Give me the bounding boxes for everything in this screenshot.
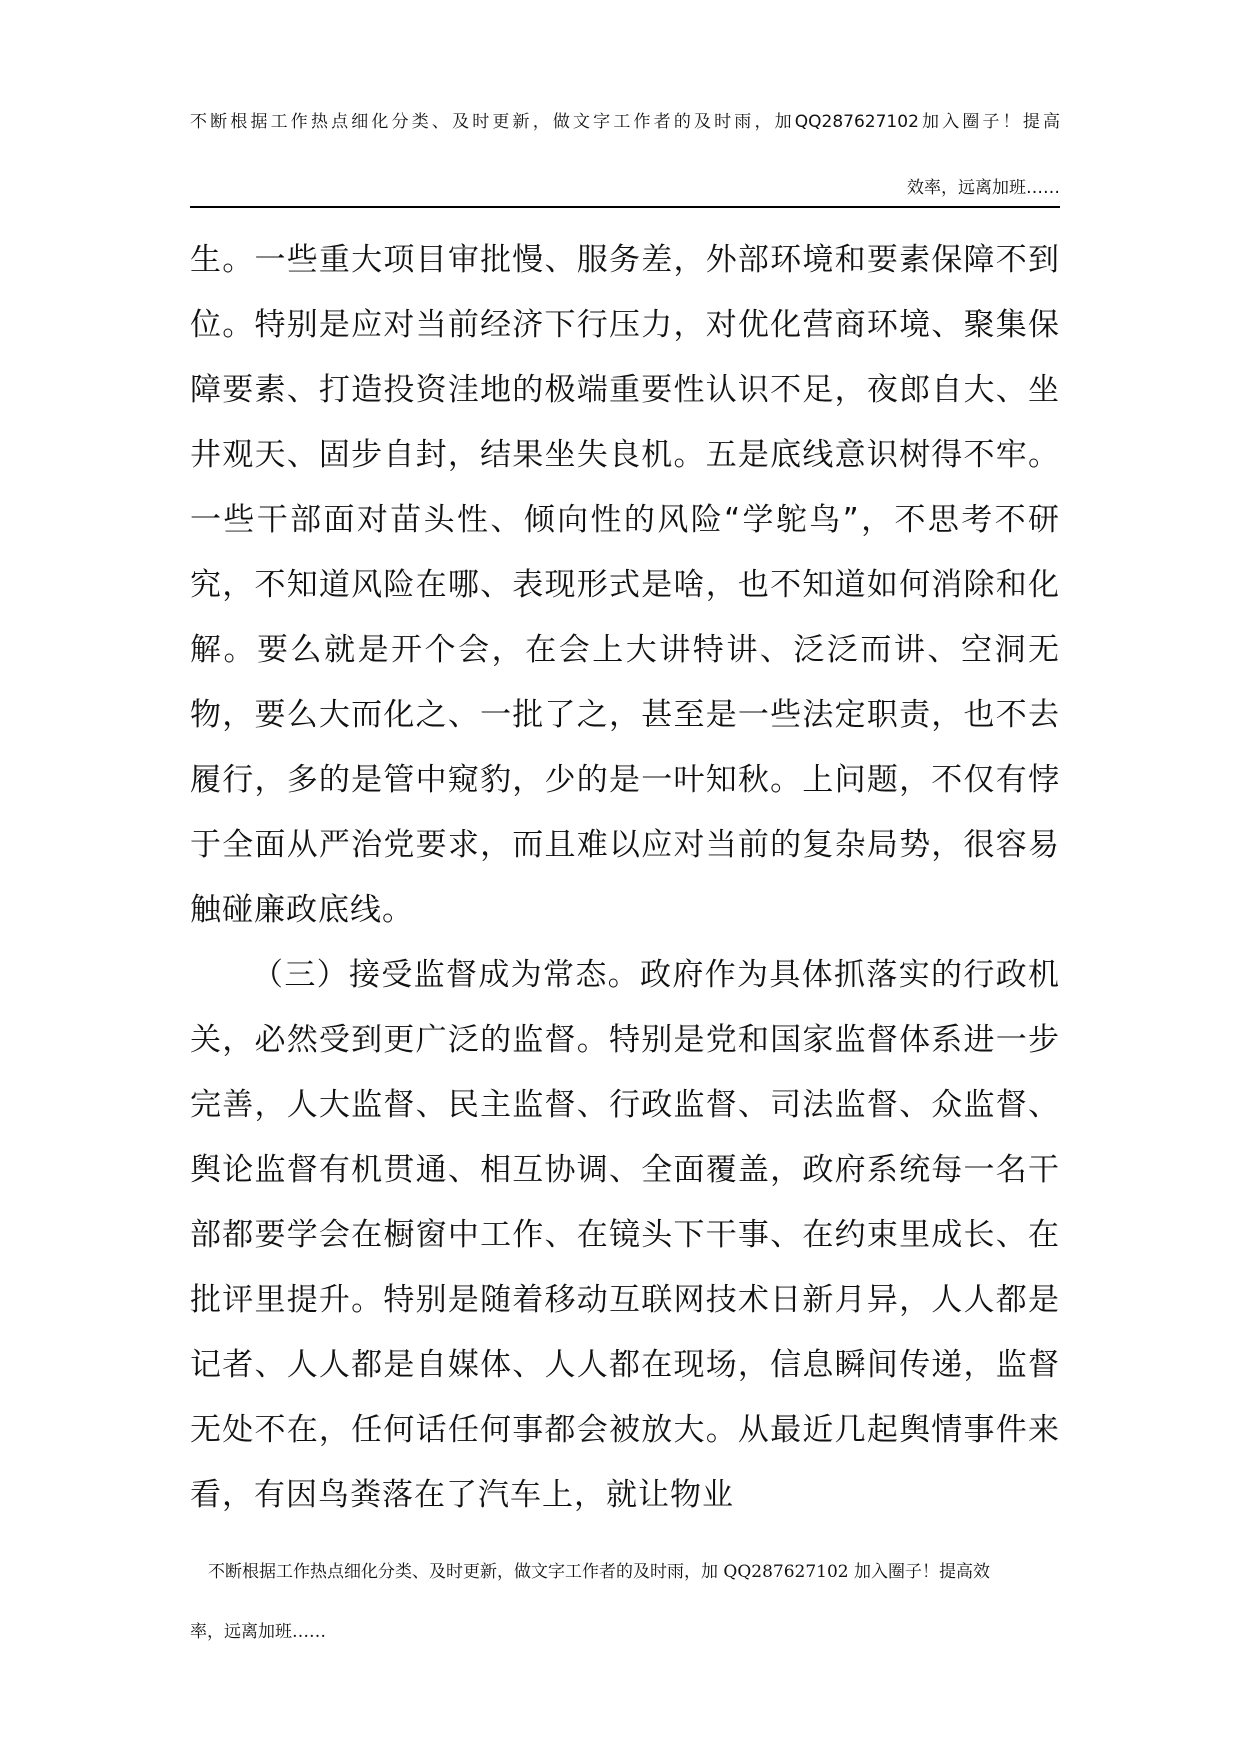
body-paragraph-1: 生。一些重大项目审批慢、服务差，外部环境和要素保障不到位。特别是应对当前经济下行压力，对优化营商环境、聚集保障要素、打造投资洼地的极端重要性认识不足，夜郎自大、坐井观天、固步自封，结果坐失良机。五是底线意识树得不牢。一些干部面对苗头性、倾向性的风险“学鸵鸟”，不思考不研究，不知道风险在哪、表现形式是啥，也不知道如何消除和化解。要么就是开个会，在会上大讲特讲、泛泛而讲、空洞无物，要么大而化之、一批了之，甚至是一些法定职责，也不去履行，多的是管中窥豹，少的是一叶知秋。上问题，不仅有悖于全面从严治党要求，而且难以应对当前的复杂局势，很容易触碰廉政底线。: [190, 242, 1060, 928]
header-line-1: 不断根据工作热点细化分类、及时更新，做文字工作者的及时雨，加QQ287627102加入圈子！提高: [190, 112, 1060, 132]
document-body: [190, 228, 1060, 1528]
header-divider: [190, 206, 1060, 208]
header-line-2: 效率，远离加班……: [907, 178, 1060, 198]
footer-line-2: 率，远离加班……: [190, 1622, 326, 1642]
footer-line-1: 不断根据工作热点细化分类、及时更新，做文字工作者的及时雨，加 QQ287627102 加入圈子！提高效: [208, 1562, 991, 1582]
page-footer: [190, 1562, 1050, 1642]
body-paragraph-2: （三）接受监督成为常态。政府作为具体抓落实的行政机关，必然受到更广泛的监督。特别是党和国家监督体系进一步完善，人大监督、民主监督、行政监督、司法监督、众监督、舆论监督有机贯通、相互协调、全面覆盖，政府系统每一名干部都要学会在橱窗中工作、在镜头下干事、在约束里成长、在批评里提升。特别是随着移动互联网技术日新月异，人人都是记者、人人都是自媒体、人人都在现场，信息瞬间传递，监督无处不在，任何话任何事都会被放大。从最近几起舆情事件来看，有因鸟粪落在了汽车上，就让物业: [190, 957, 1060, 1513]
page-header: [190, 112, 1060, 198]
